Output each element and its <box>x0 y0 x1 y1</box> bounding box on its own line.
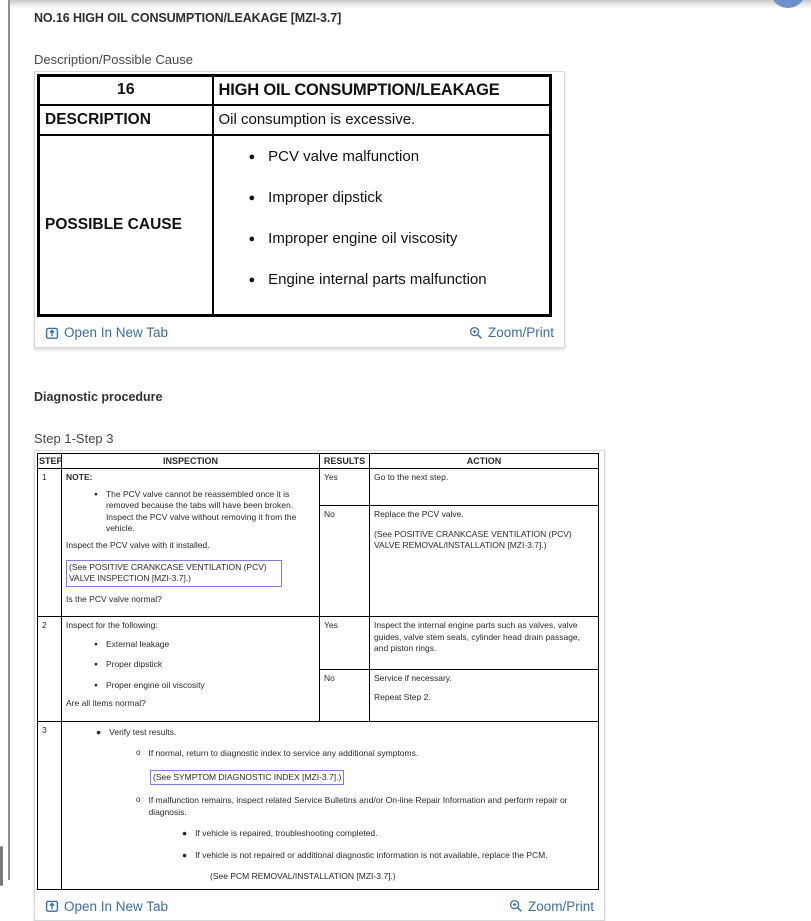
table-row-step3 <box>38 721 599 890</box>
description-label-cell: DESCRIPTION <box>39 105 213 135</box>
step3-pcm-ref: (See PCM REMOVAL/INSTALLATION [MZI-3.7].) <box>210 870 396 881</box>
open-in-new-icon <box>45 899 59 913</box>
zoom-print-label: Zoom/Print <box>527 898 594 914</box>
list-item: ● External leakage <box>94 638 170 649</box>
figure-toolbar <box>35 319 564 347</box>
step2-intro: Inspect for the following: <box>66 620 158 631</box>
bullet-icon: ● <box>94 640 98 648</box>
step2-inspection-cell <box>62 617 320 721</box>
step1-yes-action-cell: Go to the next step. <box>370 469 599 506</box>
possible-cause-value-cell <box>213 135 551 316</box>
step1-question: Is the PCV valve normal? <box>66 593 162 604</box>
description-figure-frame <box>34 71 565 348</box>
diagnostic-figure-image <box>35 451 604 892</box>
bullet-icon: ● <box>94 490 98 498</box>
step1-see-link[interactable]: (See POSITIVE CRANKCASE VENTILATION (PCV) VALVE INSPECTION [MZI-3.7].) <box>66 560 282 587</box>
list-item: ● If vehicle is repaired, troubleshooting completed. <box>182 828 378 839</box>
list-item: ● If vehicle is not repaired or additional diagnostic information is not available, replace the PCM. <box>182 849 548 860</box>
header-inspection: INSPECTION <box>62 454 320 469</box>
bullet-icon: ● <box>182 849 188 860</box>
header-action: ACTION <box>370 454 599 469</box>
bullet-icon: ● <box>94 681 98 689</box>
step1-number-cell: 1 <box>38 469 62 617</box>
note-label: NOTE: <box>66 472 93 483</box>
description-value-cell: Oil consumption is excessive. <box>213 105 551 135</box>
list-item: ● Proper dipstick <box>94 659 163 670</box>
open-in-new-icon <box>45 326 59 340</box>
steps-range-label: Step 1-Step 3 <box>34 431 114 446</box>
step2-number-cell: 2 <box>38 617 62 721</box>
figure-toolbar <box>35 892 604 920</box>
step3-see-link[interactable]: (See SYMPTOM DIAGNOSTIC INDEX [MZI-3.7].) <box>150 770 344 785</box>
zoom-in-icon <box>469 326 483 340</box>
zoom-print-link[interactable] <box>509 899 594 914</box>
section-diagnostic-label: Diagnostic procedure <box>34 390 163 404</box>
step2-yes-action-cell: Inspect the internal engine parts such as valves, valve guides, valve stem seals, cylinder head drain passage, and piston rings. <box>370 617 599 669</box>
bullet-icon: ● <box>96 726 102 737</box>
list-item: ● Engine internal parts malfunction <box>248 270 487 288</box>
bullet-icon: ● <box>182 828 188 839</box>
possible-cause-label-cell: POSSIBLE CAUSE <box>39 135 213 316</box>
bullet-icon: ● <box>248 150 256 163</box>
step3-number-cell: 3 <box>38 721 62 890</box>
table-row-step1-yes <box>38 469 599 506</box>
possible-cause-list <box>219 139 545 290</box>
step2-yes-cell: Yes <box>320 617 370 669</box>
table-row <box>39 105 551 135</box>
top-scroll-shadow <box>10 0 811 9</box>
description-figure-image <box>35 72 564 319</box>
circle-bullet-icon: o <box>136 748 141 758</box>
section-description-label: Description/Possible Cause <box>34 52 193 67</box>
left-scrollbar-thumb[interactable] <box>0 846 3 886</box>
zoom-print-link[interactable] <box>469 325 554 340</box>
list-item: ● Verify test results. <box>96 726 177 737</box>
zoom-print-label: Zoom/Print <box>487 325 554 340</box>
step1-no-action-cell: Replace the PCV valve. (See POSITIVE CRANKCASE VENTILATION (PCV) VALVE REMOVAL/INSTALLATION [MZI-3.7].) <box>370 506 599 617</box>
bullet-icon: ● <box>248 232 256 245</box>
bullet-icon: ● <box>248 191 256 204</box>
list-item: o If malfunction remains, inspect related Service Bulletins and/or On-line Repair Information and perform repair or diagnosis. <box>136 795 568 817</box>
header-step: STEP <box>38 454 62 469</box>
step3-inspection-cell <box>62 721 599 890</box>
step2-no-cell: No <box>320 669 370 721</box>
page-title: NO.16 HIGH OIL CONSUMPTION/LEAKAGE [MZI-3.7] <box>34 11 342 25</box>
open-in-new-tab-link[interactable] <box>45 899 168 914</box>
step2-no-action-cell: Service if necessary. Repeat Step 2. <box>370 669 599 721</box>
bullet-icon: ● <box>94 661 98 669</box>
pane-divider[interactable] <box>8 0 10 880</box>
table-header-row <box>38 454 599 469</box>
bullet-icon: ● <box>248 273 256 286</box>
diagnostic-table <box>37 453 599 890</box>
note-bullet-item: ● The PCV valve cannot be reassembled once it is removed because the tabs will have been broken. Inspect the PCV valve without removing it from the vehicle. <box>94 488 297 534</box>
table-row <box>39 76 551 105</box>
symptom-number-cell: 16 <box>39 76 213 105</box>
step1-inspection-cell <box>62 469 320 617</box>
circle-bullet-icon: o <box>136 795 141 805</box>
zoom-in-icon <box>509 899 523 913</box>
list-item: ● Improper dipstick <box>248 188 383 206</box>
header-results: RESULTS <box>320 454 370 469</box>
step2-question: Are all items normal? <box>66 698 146 709</box>
symptom-title-cell: HIGH OIL CONSUMPTION/LEAKAGE <box>213 76 551 105</box>
open-in-new-tab-label: Open In New Tab <box>64 325 169 340</box>
list-item: ● Improper engine oil viscosity <box>248 229 458 247</box>
description-table <box>37 74 552 317</box>
table-row <box>39 135 551 316</box>
table-row-step2-yes <box>38 617 599 669</box>
step1-instruction: Inspect the PCV valve with it installed. <box>66 540 210 551</box>
list-item: ● PCV valve malfunction <box>248 147 420 165</box>
step1-yes-cell: Yes <box>320 469 370 506</box>
open-in-new-tab-link[interactable] <box>45 325 168 340</box>
list-item: ● Proper engine oil viscosity <box>94 679 205 690</box>
list-item: o If normal, return to diagnostic index to service any additional symptoms. <box>136 748 419 759</box>
diagnostic-figure-frame <box>34 450 605 921</box>
step3-see-link-wrap <box>150 770 594 785</box>
open-in-new-tab-label: Open In New Tab <box>64 898 169 914</box>
step1-no-cell: No <box>320 506 370 617</box>
